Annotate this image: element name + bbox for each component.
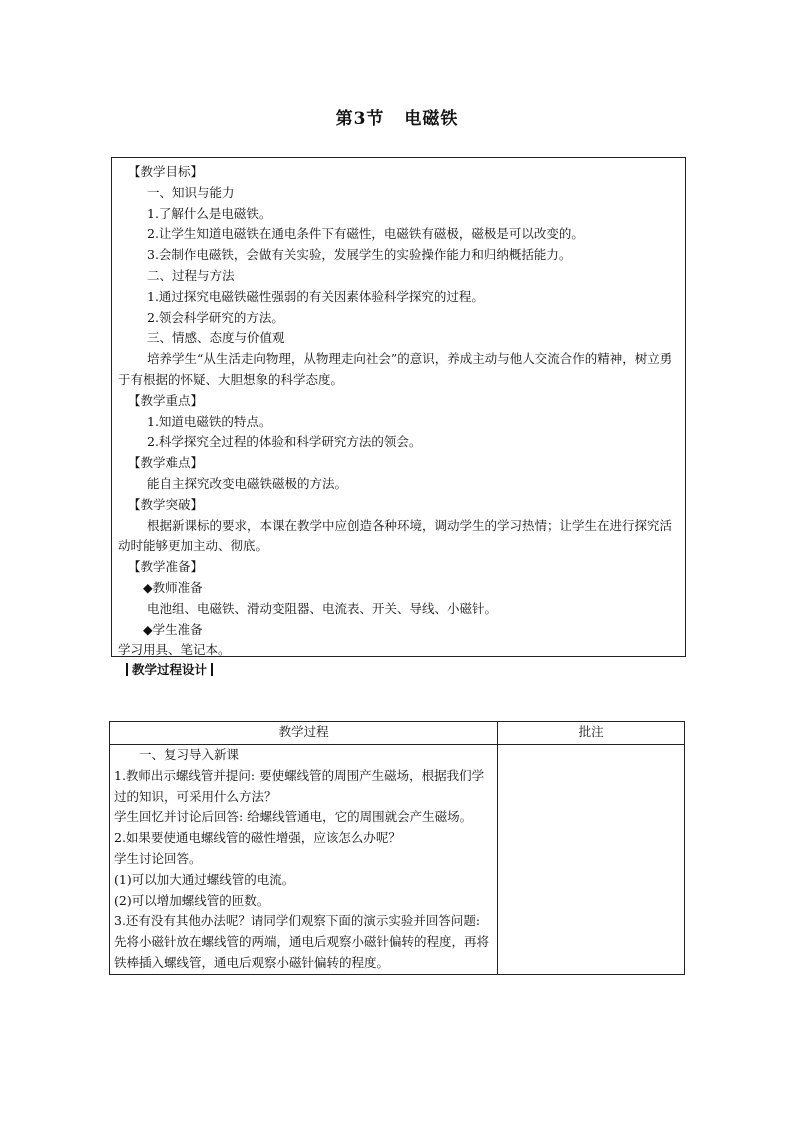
plan-line: 学习用具、笔记本。 — [118, 642, 231, 658]
table-header-row — [110, 722, 685, 745]
section-label-text: 教学过程设计 — [132, 662, 208, 677]
plan-line: 2.科学探究全过程的体验和科学研究方法的领会。 — [147, 434, 422, 450]
subheading-student: ◆学生准备 — [143, 621, 203, 637]
process-cell — [110, 745, 498, 975]
process-line: (1)可以加大通过螺线管的电流。 — [114, 871, 295, 887]
plan-line: 2.领会科学研究的方法。 — [147, 309, 284, 325]
lesson-plan-box — [111, 157, 686, 657]
heading-keypoints: 【教学重点】 — [128, 392, 204, 408]
lesson-name: 电磁铁 — [404, 109, 459, 129]
process-table — [109, 721, 685, 975]
page-title — [0, 104, 794, 129]
notes-cell — [498, 745, 685, 975]
table-row — [110, 745, 685, 975]
process-line: 3.还有没有其他办法呢？请同学们观察下面的演示实验并回答问题: 先将小磁针放在螺线管的两端，通电后观察小磁针偏转的程度，再将铁棒插入螺线管，通电后观察小磁针偏转的程度。 — [114, 913, 490, 970]
plan-paragraph: 根据新课标的要求，本课在教学中应创造各种环境，调动学生的学习热情；让学生在进行探究活动时能够更加主动、彻底。 — [118, 517, 673, 554]
process-line: 2.如果要使通电螺线管的磁性增强，应该怎么办呢？ — [114, 830, 401, 846]
process-line: 学生回忆并讨论后回答: 给螺线管通电，它的周围就会产生磁场。 — [114, 809, 473, 825]
process-heading: 一、复习导入新课 — [139, 747, 240, 762]
subheading: 二、过程与方法 — [147, 267, 235, 283]
process-line: 1.教师出示螺线管并提问: 要使螺线管的周围产生磁场，根据我们学过的知识，可采用什么方法？ — [114, 767, 485, 804]
heading-difficulties: 【教学难点】 — [128, 455, 204, 471]
plan-line: 1.知道电磁铁的特点。 — [147, 413, 272, 429]
section-label — [122, 660, 217, 678]
plan-paragraph: 培养学生“从生活走向物理，从物理走向社会”的意识，养成主动与他人交流合作的精神，树立勇于有根据的怀疑、大胆想象的科学态度。 — [118, 351, 673, 387]
subheading-teacher: ◆教师准备 — [143, 579, 203, 595]
plan-line: 2.让学生知道电磁铁在通电条件下有磁性，电磁铁有磁极，磁极是可以改变的。 — [147, 226, 584, 242]
heading-breakthrough: 【教学突破】 — [128, 496, 204, 512]
label-bar-left — [126, 663, 128, 676]
plan-line: 电池组、电磁铁、滑动变阻器、电流表、开关、导线、小磁针。 — [147, 600, 498, 616]
process-line: (2)可以增加螺线管的匝数。 — [114, 892, 270, 908]
plan-line: 能自主探究改变电磁铁磁极的方法。 — [147, 475, 348, 491]
process-line: 学生讨论回答。 — [114, 850, 202, 866]
plan-line: 1.通过探究电磁铁磁性强弱的有关因素体验科学探究的过程。 — [147, 288, 484, 304]
subheading: 一、知识与能力 — [147, 184, 235, 200]
plan-line: 1.了解什么是电磁铁。 — [147, 205, 272, 221]
col-notes-header: 批注 — [498, 722, 685, 745]
section-number: 第3节 — [335, 109, 385, 129]
heading-objectives: 【教学目标】 — [128, 164, 204, 179]
col-process-header: 教学过程 — [110, 722, 498, 745]
subheading: 三、情感、态度与价值观 — [147, 330, 285, 346]
label-bar-right — [211, 663, 213, 676]
heading-preparation: 【教学准备】 — [128, 559, 204, 575]
plan-line: 3.会制作电磁铁，会做有关实验，发展学生的实验操作能力和归纳概括能力。 — [147, 247, 572, 263]
